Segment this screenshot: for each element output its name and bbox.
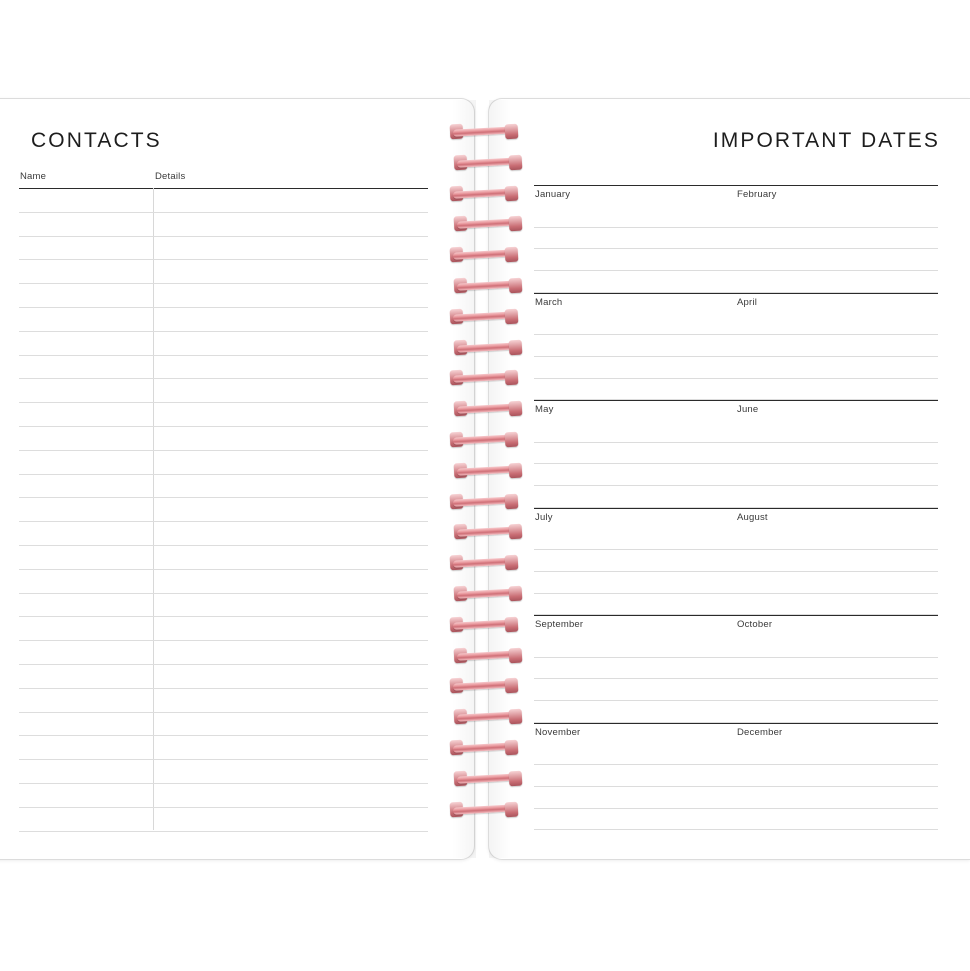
month-entry-line[interactable] xyxy=(534,593,736,594)
page-title-contacts: CONTACTS xyxy=(31,129,162,152)
month-divider-rule xyxy=(736,723,938,724)
coil-cap-right xyxy=(509,154,523,170)
month-entry-line[interactable] xyxy=(736,227,938,228)
month-entry-line[interactable] xyxy=(736,678,938,679)
month-entry-line[interactable] xyxy=(736,334,938,335)
spiral-coil xyxy=(450,430,518,449)
contacts-row-line[interactable] xyxy=(19,735,428,736)
contacts-row-line[interactable] xyxy=(19,807,428,808)
coil-cap-right xyxy=(509,278,523,294)
contacts-row-line[interactable] xyxy=(19,759,428,760)
contacts-row-line[interactable] xyxy=(19,259,428,260)
month-label-january: January xyxy=(535,189,571,200)
month-divider-rule xyxy=(534,615,736,616)
contacts-row-line[interactable] xyxy=(19,616,428,617)
spiral-coil xyxy=(454,646,522,665)
month-divider-rule xyxy=(736,293,938,294)
month-entry-line[interactable] xyxy=(736,700,938,701)
spiral-coil xyxy=(450,553,518,572)
coil-cap-right xyxy=(509,401,523,417)
spiral-coil xyxy=(454,522,522,541)
contacts-column-divider xyxy=(153,188,154,830)
coil-cap-right xyxy=(509,770,523,786)
month-label-february: February xyxy=(737,189,777,200)
month-entry-line[interactable] xyxy=(534,356,736,357)
column-header-details: Details xyxy=(155,171,186,182)
month-entry-line[interactable] xyxy=(736,463,938,464)
month-entry-line[interactable] xyxy=(736,764,938,765)
coil-cap-right xyxy=(505,308,519,324)
month-label-september: September xyxy=(535,619,584,630)
coil-cap-right xyxy=(505,493,519,509)
coil-cap-right xyxy=(505,616,519,632)
spiral-coil xyxy=(450,368,518,387)
spiral-coil xyxy=(454,399,522,418)
contacts-row-line[interactable] xyxy=(19,402,428,403)
month-label-december: December xyxy=(737,726,783,738)
contacts-table xyxy=(19,167,428,830)
month-divider-rule xyxy=(534,293,736,294)
month-entry-line[interactable] xyxy=(534,549,736,550)
contacts-row-line[interactable] xyxy=(19,569,428,570)
coil-cap-right xyxy=(509,647,523,663)
month-entry-line[interactable] xyxy=(534,334,736,335)
month-entry-line[interactable] xyxy=(736,442,938,443)
spiral-coil xyxy=(450,307,518,326)
month-label-april: April xyxy=(737,296,758,308)
month-entry-line[interactable] xyxy=(736,571,938,572)
month-label-august: August xyxy=(737,511,768,523)
contacts-row-line[interactable] xyxy=(19,664,428,665)
month-divider-rule xyxy=(736,400,938,401)
contacts-header-rule xyxy=(19,188,428,189)
month-entry-line[interactable] xyxy=(534,248,736,249)
month-entry-line[interactable] xyxy=(534,378,736,379)
month-label-march: March xyxy=(535,296,563,308)
month-entry-line[interactable] xyxy=(534,764,736,765)
spiral-coil xyxy=(450,800,518,819)
month-entry-line[interactable] xyxy=(534,270,736,271)
contacts-row-line[interactable] xyxy=(19,712,428,713)
spiral-coil xyxy=(450,184,518,203)
month-entry-line[interactable] xyxy=(736,549,938,550)
spiral-coil xyxy=(454,769,522,788)
spiral-coil xyxy=(450,738,518,757)
spiral-coil xyxy=(454,153,522,172)
month-divider-rule xyxy=(534,508,736,509)
coil-cap-right xyxy=(505,247,519,263)
contacts-row-line[interactable] xyxy=(19,688,428,689)
month-label-july: July xyxy=(535,511,553,523)
spiral-coil xyxy=(454,461,522,480)
contacts-row-line[interactable] xyxy=(19,545,428,546)
contacts-row-line[interactable] xyxy=(19,474,428,475)
coil-cap-right xyxy=(505,740,519,756)
coil-cap-right xyxy=(505,124,519,140)
coil-cap-right xyxy=(509,462,523,478)
month-label-november: November xyxy=(535,726,581,738)
contacts-row-line[interactable] xyxy=(19,521,428,522)
month-divider-rule xyxy=(736,615,938,616)
contacts-row-line[interactable] xyxy=(19,640,428,641)
month-label-june: June xyxy=(737,404,759,415)
spiral-coil xyxy=(454,214,522,233)
month-divider-rule xyxy=(736,185,938,186)
month-entry-line[interactable] xyxy=(736,248,938,249)
month-divider-rule xyxy=(534,185,736,186)
month-entry-line[interactable] xyxy=(736,270,938,271)
spiral-coil xyxy=(454,707,522,726)
month-entry-line[interactable] xyxy=(736,356,938,357)
spiral-binding xyxy=(448,122,524,844)
spiral-coil xyxy=(450,615,518,634)
month-entry-line[interactable] xyxy=(736,485,938,486)
important-dates-grid xyxy=(534,185,938,830)
spiral-coil xyxy=(450,676,518,695)
spiral-coil xyxy=(450,492,518,511)
spiral-coil xyxy=(454,276,522,295)
month-entry-line[interactable] xyxy=(534,485,736,486)
contacts-row-line[interactable] xyxy=(19,593,428,594)
spiral-coil xyxy=(454,584,522,603)
coil-cap-right xyxy=(505,370,519,386)
month-entry-line[interactable] xyxy=(534,678,736,679)
month-label-october: October xyxy=(737,619,773,630)
contacts-row-line[interactable] xyxy=(19,450,428,451)
month-divider-rule xyxy=(736,508,938,509)
month-divider-rule xyxy=(534,400,736,401)
coil-cap-right xyxy=(505,801,519,817)
coil-cap-right xyxy=(509,586,523,602)
month-label-may: May xyxy=(535,404,554,415)
side-tab-strip xyxy=(956,130,970,830)
month-entry-line[interactable] xyxy=(736,657,938,658)
month-entry-line[interactable] xyxy=(534,657,736,658)
coil-cap-right xyxy=(505,555,519,571)
contacts-row-line[interactable] xyxy=(19,236,428,237)
contacts-row-line[interactable] xyxy=(19,355,428,356)
month-entry-line[interactable] xyxy=(534,463,736,464)
contacts-row-line[interactable] xyxy=(19,783,428,784)
contacts-row-line[interactable] xyxy=(19,331,428,332)
spiral-coil xyxy=(454,338,522,357)
coil-cap-right xyxy=(505,185,519,201)
column-header-name: Name xyxy=(20,171,47,182)
coil-cap-right xyxy=(505,678,519,694)
month-entry-line[interactable] xyxy=(736,593,938,594)
month-entry-line[interactable] xyxy=(736,829,938,830)
page-title-important-dates: IMPORTANT DATES xyxy=(712,129,940,152)
month-entry-line[interactable] xyxy=(534,442,736,443)
month-entry-line[interactable] xyxy=(534,227,736,228)
coil-cap-right xyxy=(509,709,523,725)
month-entry-line[interactable] xyxy=(534,700,736,701)
month-entry-line[interactable] xyxy=(736,378,938,379)
month-divider-rule xyxy=(534,723,736,724)
contacts-page xyxy=(0,98,475,860)
important-dates-page xyxy=(488,98,970,860)
spiral-coil xyxy=(450,245,518,264)
month-entry-line[interactable] xyxy=(736,808,938,809)
month-entry-line[interactable] xyxy=(534,829,736,830)
month-entry-line[interactable] xyxy=(736,786,938,787)
contacts-row-line[interactable] xyxy=(19,283,428,284)
spiral-coil xyxy=(450,122,518,141)
month-entry-line[interactable] xyxy=(534,571,736,572)
coil-cap-right xyxy=(509,216,523,232)
month-entry-line[interactable] xyxy=(534,786,736,787)
contacts-row-line[interactable] xyxy=(19,497,428,498)
month-entry-line[interactable] xyxy=(534,808,736,809)
coil-cap-right xyxy=(509,524,523,540)
contacts-row-line[interactable] xyxy=(19,378,428,379)
coil-cap-right xyxy=(505,432,519,448)
contacts-row-line[interactable] xyxy=(19,831,428,832)
contacts-row-line[interactable] xyxy=(19,426,428,427)
contacts-row-line[interactable] xyxy=(19,212,428,213)
coil-cap-right xyxy=(509,339,523,355)
contacts-row-line[interactable] xyxy=(19,307,428,308)
